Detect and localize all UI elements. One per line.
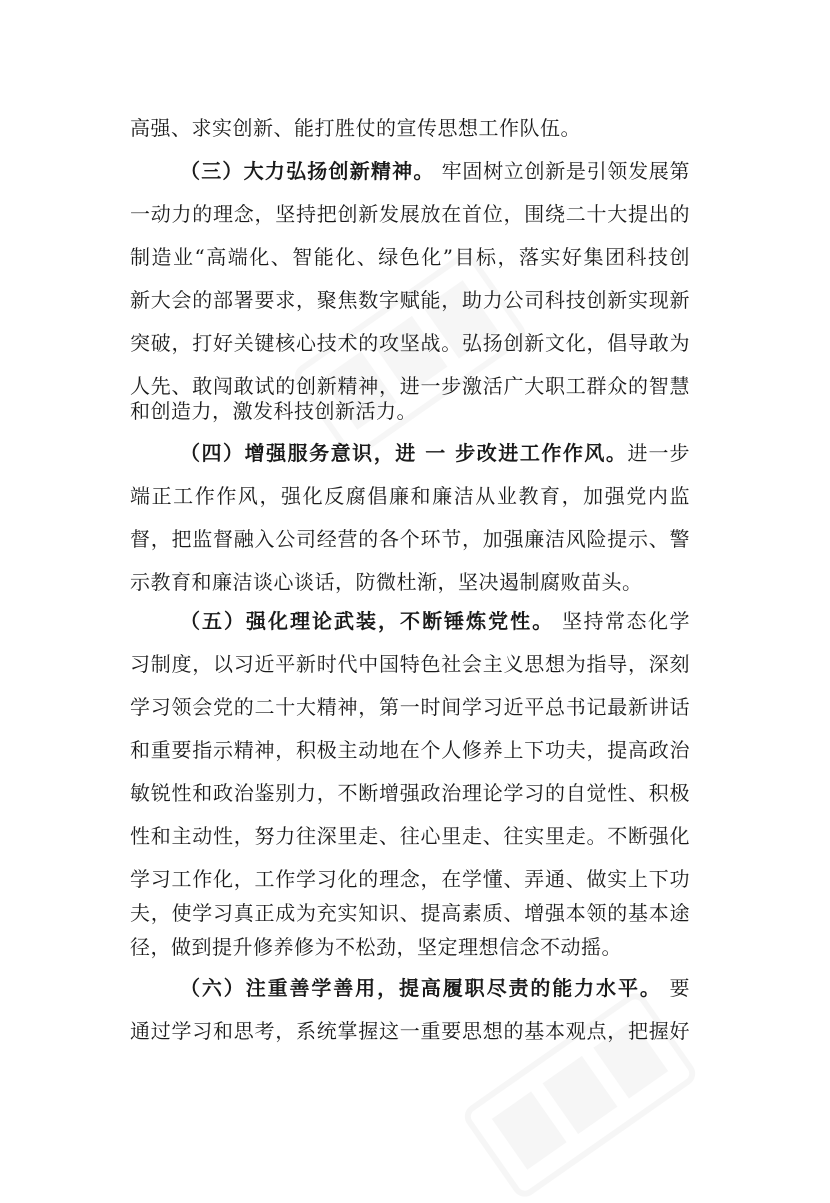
section-heading: （三）大力弘扬创新精神。 <box>180 159 435 183</box>
body-line: 新大会的部署要求，聚焦数字赋能，助力公司科技创新实现新 <box>130 288 690 312</box>
body-line: 和创造力，激发科技创新活力。 <box>130 399 417 423</box>
body-line: 径，做到提升修养修为不松劲，坚定理想信念不动摇。 <box>130 935 622 959</box>
section-heading: （四）增强服务意识，进 一 步改进工作作风。 <box>180 441 628 465</box>
body-line: 夫，使学习真正成为充实知识、提高素质、增强本领的基本途 <box>130 901 690 925</box>
body-line: 突破，打好关键核心技术的攻坚战。弘扬创新文化，倡导敢为 <box>130 331 690 355</box>
section-heading-line <box>180 605 690 637</box>
section-heading: （五）强化理论武装，不断锤炼党性。 <box>180 609 555 633</box>
body-line: 一动力的理念，坚持把创新发展放在首位，围绕二十大提出的 <box>130 202 690 226</box>
body-line: 通过学习和思考，系统掌握这一重要思想的基本观点，把握好 <box>130 1019 690 1043</box>
body-line: 示教育和廉洁谈心谈话，防微杜渐，坚决遏制腐败苗头。 <box>130 570 643 594</box>
section-heading-line <box>180 437 690 469</box>
body-text: 坚持常态化学 <box>554 609 691 633</box>
body-line: 和重要指示精神，积极主动地在个人修养上下功夫，提高政治 <box>130 738 690 762</box>
body-text: 要 <box>661 976 691 1000</box>
body-line: 学习领会党的二十大精神，第一时间学习近平总书记最新讲话 <box>130 695 690 719</box>
body-line: 性和主动性，努力往深里走、往心里走、往实里走。不断强化 <box>130 824 690 848</box>
body-line: 端正工作作风，强化反腐倡廉和廉洁从业教育，加强党内监 <box>130 484 690 508</box>
section-heading-line <box>180 155 690 187</box>
body-line: 人先、敢闯敢试的创新精神，进一步激活广大职工群众的智慧 <box>130 374 690 398</box>
body-text: 牢固树立创新是引领发展第 <box>434 159 691 183</box>
body-line: 制造业“高端化、智能化、绿色化”目标，落实好集团科技创 <box>130 245 690 269</box>
body-line: 高强、求实创新、能打胜仗的宣传思想工作队伍。 <box>130 116 581 140</box>
section-heading-line <box>180 972 690 1004</box>
body-text: 进一步 <box>627 441 690 465</box>
section-heading: （六）注重善学善用，提高履职尽责的能力水平。 <box>180 976 662 1000</box>
body-line: 习制度，以习近平新时代中国特色社会主义思想为指导，深刻 <box>130 652 690 676</box>
body-line: 学习工作化，工作学习化的理念，在学懂、弄通、做实上下功 <box>130 867 690 891</box>
body-line: 督，把监督融入公司经营的各个环节，加强廉洁风险提示、警 <box>130 527 690 551</box>
body-line: 敏锐性和政治鉴别力，不断增强政治理论学习的自觉性、积极 <box>130 781 690 805</box>
